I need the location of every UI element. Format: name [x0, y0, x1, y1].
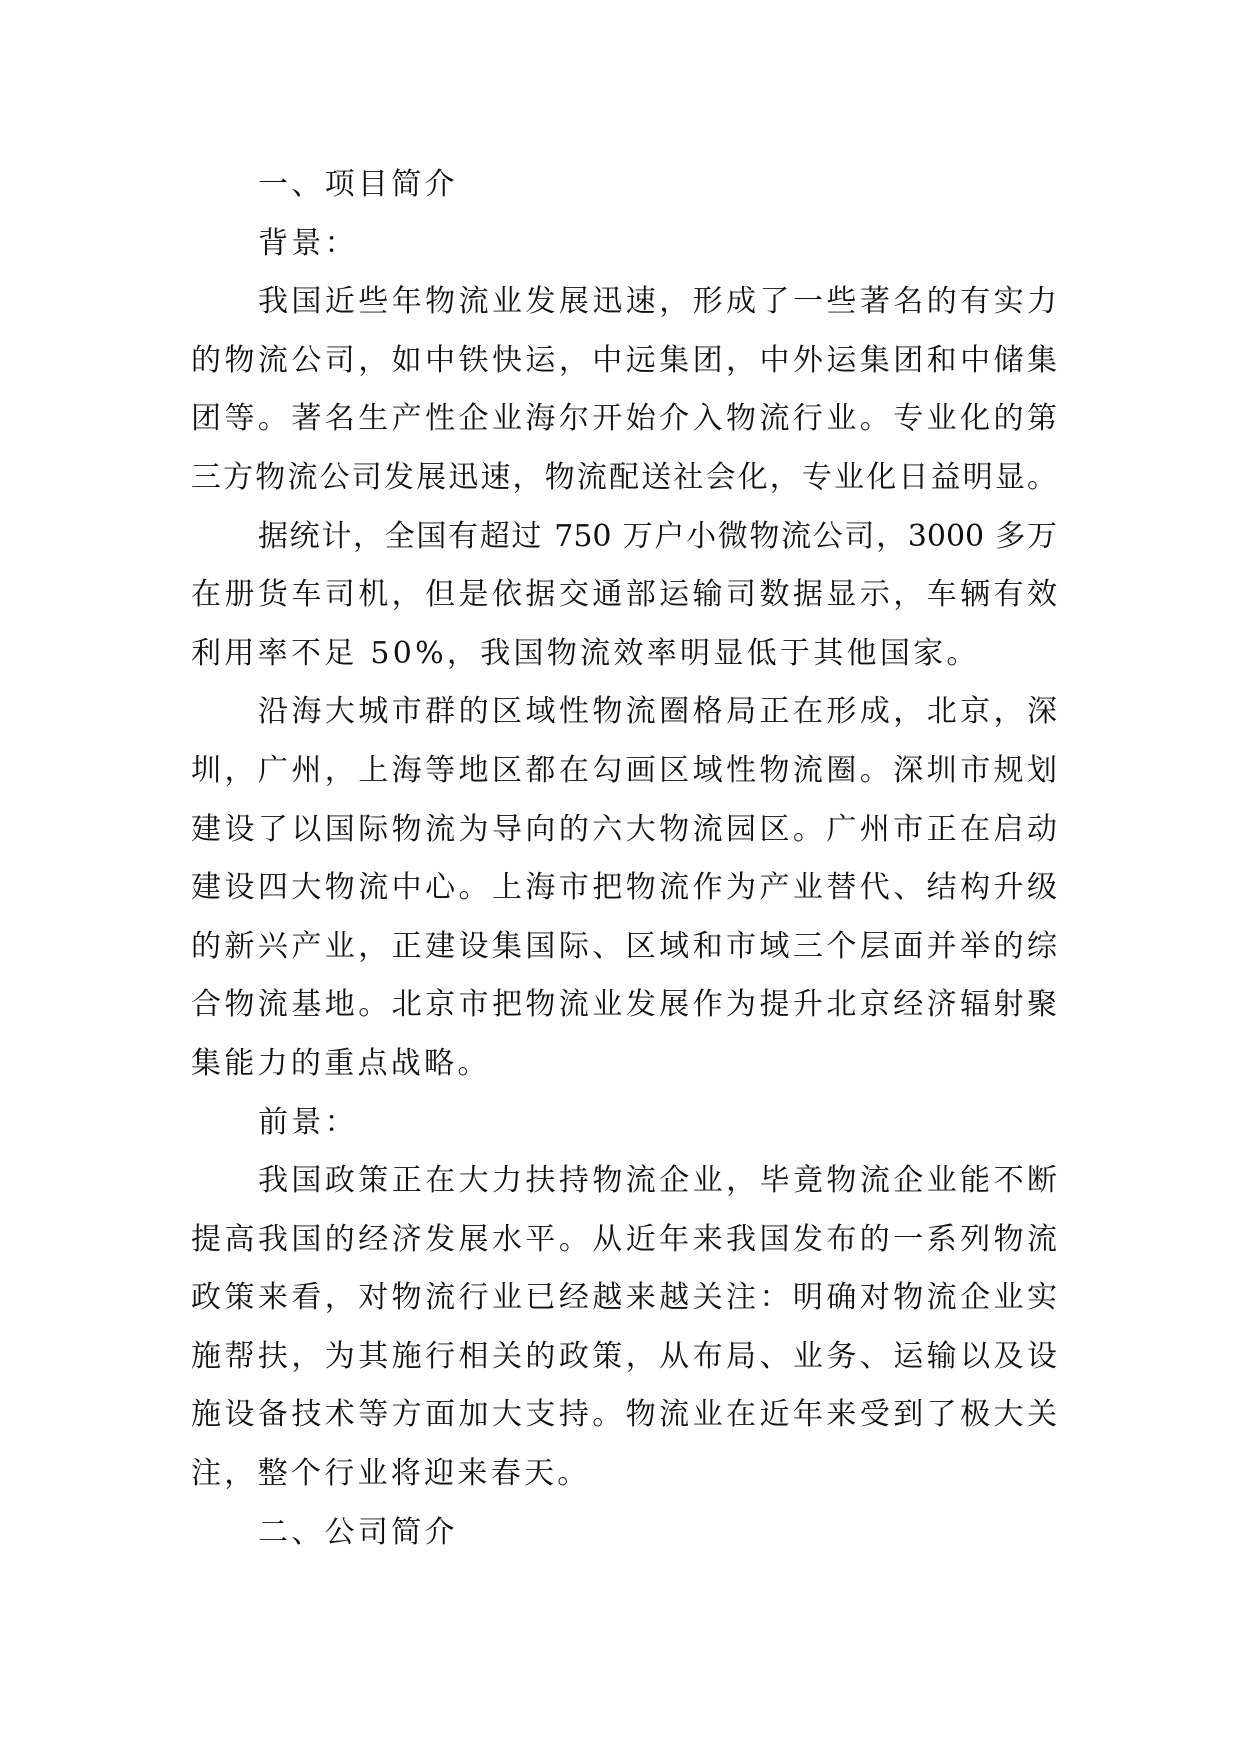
paragraph-line: 据统计，全国有超过 750 万户小微物流公司，3000 多万 [258, 518, 1057, 554]
document-page [191, 156, 1057, 1562]
paragraph [191, 683, 1057, 1093]
paragraph-line: 沿海大城市群的区域性物流圈格局正在形成，北京，深 [258, 694, 1057, 730]
paragraph-line: 圳，广州，上海等地区都在勾画区域性物流圈。深圳市规划 [191, 752, 1057, 788]
paragraph-line: 的新兴产业，正建设集国际、区域和市域三个层面并举的综 [191, 928, 1057, 964]
paragraph [191, 1152, 1057, 1504]
paragraph-line: 我国近些年物流业发展迅速，形成了一些著名的有实力 [258, 284, 1057, 320]
paragraph-line: 注，整个行业将迎来春天。 [191, 1456, 591, 1492]
paragraph-line: 在册货车司机，但是依据交通部运输司数据显示，车辆有效 [191, 577, 1057, 613]
subsection-label-prospect: 前景： [258, 1104, 358, 1140]
paragraph-line: 施帮扶，为其施行相关的政策，从布局、业务、运输以及设 [191, 1338, 1057, 1374]
paragraph-line: 施设备技术等方面加大支持。物流业在近年来受到了极大关 [191, 1397, 1057, 1433]
paragraph-line: 的物流公司，如中铁快运，中远集团，中外运集团和中储集 [191, 342, 1057, 378]
paragraph-line: 利用率不足 50%，我国物流效率明显低于其他国家。 [191, 635, 980, 671]
section-heading: 一、项目简介 [258, 167, 458, 202]
paragraph-line: 政策来看，对物流行业已经越来越关注：明确对物流企业实 [191, 1280, 1057, 1316]
paragraph [191, 273, 1057, 507]
paragraph-line: 三方物流公司发展迅速，物流配送社会化，专业化日益明显。 [191, 459, 1057, 495]
section-heading: 二、公司简介 [258, 1514, 458, 1550]
paragraph-line: 提高我国的经济发展水平。从近年来我国发布的一系列物流 [191, 1221, 1057, 1257]
subsection-label-background: 背景： [258, 225, 358, 261]
paragraph-line: 建设四大物流中心。上海市把物流作为产业替代、结构升级 [191, 870, 1057, 906]
paragraph-line: 团等。著名生产性企业海尔开始介入物流行业。专业化的第 [191, 401, 1057, 437]
paragraph [191, 508, 1057, 684]
paragraph-line: 合物流基地。北京市把物流业发展作为提升北京经济辐射聚 [191, 987, 1057, 1023]
paragraph-line: 建设了以国际物流为导向的六大物流园区。广州市正在启动 [191, 811, 1057, 847]
paragraph-line: 我国政策正在大力扶持物流企业，毕竟物流企业能不断 [258, 1163, 1057, 1199]
paragraph-line: 集能力的重点战略。 [191, 1045, 491, 1081]
